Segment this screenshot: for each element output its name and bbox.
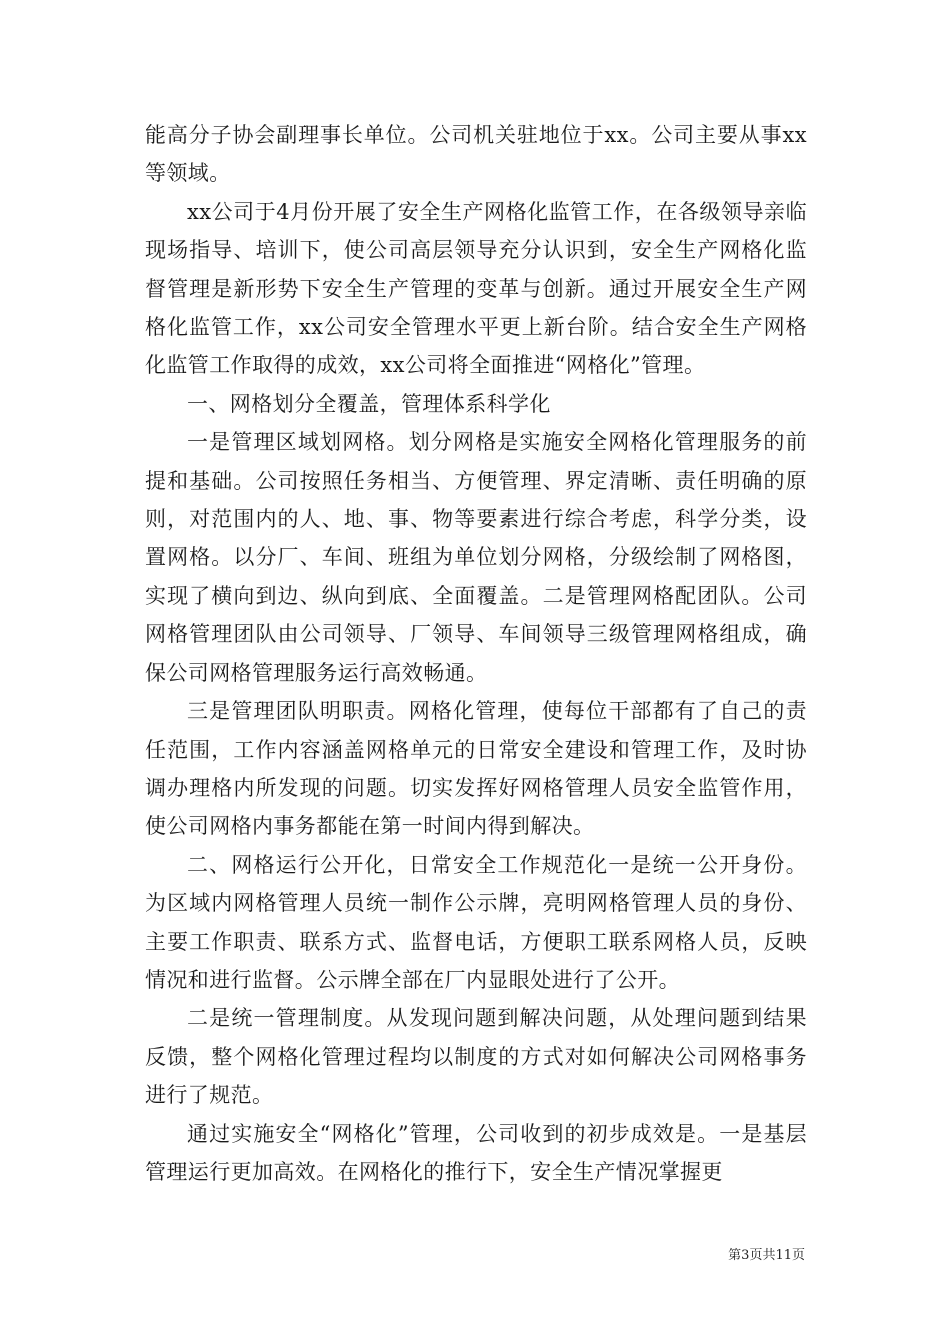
document-body — [145, 116, 807, 1191]
paragraph-4: 三是管理团队明职责。网格化管理，使每位干部都有了自己的责任范围，工作内容涵盖网格单元的日常安全建设和管理工作，及时协调办理格内所发现的问题。切实发挥好网格管理人员安全监管作用，使公司网格内事务都能在第一时间内得到解决。 — [145, 699, 807, 839]
paragraph-3: 一是管理区域划网格。划分网格是实施安全网格化管理服务的前提和基础。公司按照任务相当、方便管理、界定清晰、责任明确的原则，对范围内的人、地、事、物等要素进行综合考虑，科学分类，设置网格。以分厂、车间、班组为单位划分网格，分级绘制了网格图，实现了横向到边、纵向到底、全面覆盖。二是管理网格配团队。公司网格管理团队由公司领导、厂领导、车间领导三级管理网格组成，确保公司网格管理服务运行高效畅通。 — [145, 430, 807, 685]
paragraph-2: xx公司于4月份开展了安全生产网格化监管工作，在各级领导亲临现场指导、培训下，使公司高层领导充分认识到，安全生产网格化监督管理是新形势下安全生产管理的变革与创新。通过开展安全生产网格化监管工作，xx公司安全管理水平更上新台阶。结合安全生产网格化监管工作取得的成效，xx公司将全面推进“网格化”管理。 — [145, 199, 807, 378]
page-number: 第3页共11页 — [728, 1248, 805, 1263]
paragraph-7: 通过实施安全“网格化”管理，公司收到的初步成效是。一是基层管理运行更加高效。在网格化的推行下，安全生产情况掌握更 — [145, 1121, 807, 1184]
section-heading-1: 一、网格划分全覆盖，管理体系科学化 — [187, 391, 551, 416]
paragraph-6: 二是统一管理制度。从发现问题到解决问题，从处理问题到结果反馈，整个网格化管理过程均以制度的方式对如何解决公司网格事务进行了规范。 — [145, 1006, 807, 1108]
paragraph-1: 能高分子协会副理事长单位。公司机关驻地位于xx。公司主要从事xx等领域。 — [145, 123, 807, 186]
paragraph-5: 二、网格运行公开化，日常安全工作规范化一是统一公开身份。为区域内网格管理人员统一制作公示牌，亮明网格管理人员的身份、主要工作职责、联系方式、监督电话，方便职工联系网格人员，反映情况和进行监督。公示牌全部在厂内显眼处进行了公开。 — [145, 852, 807, 992]
